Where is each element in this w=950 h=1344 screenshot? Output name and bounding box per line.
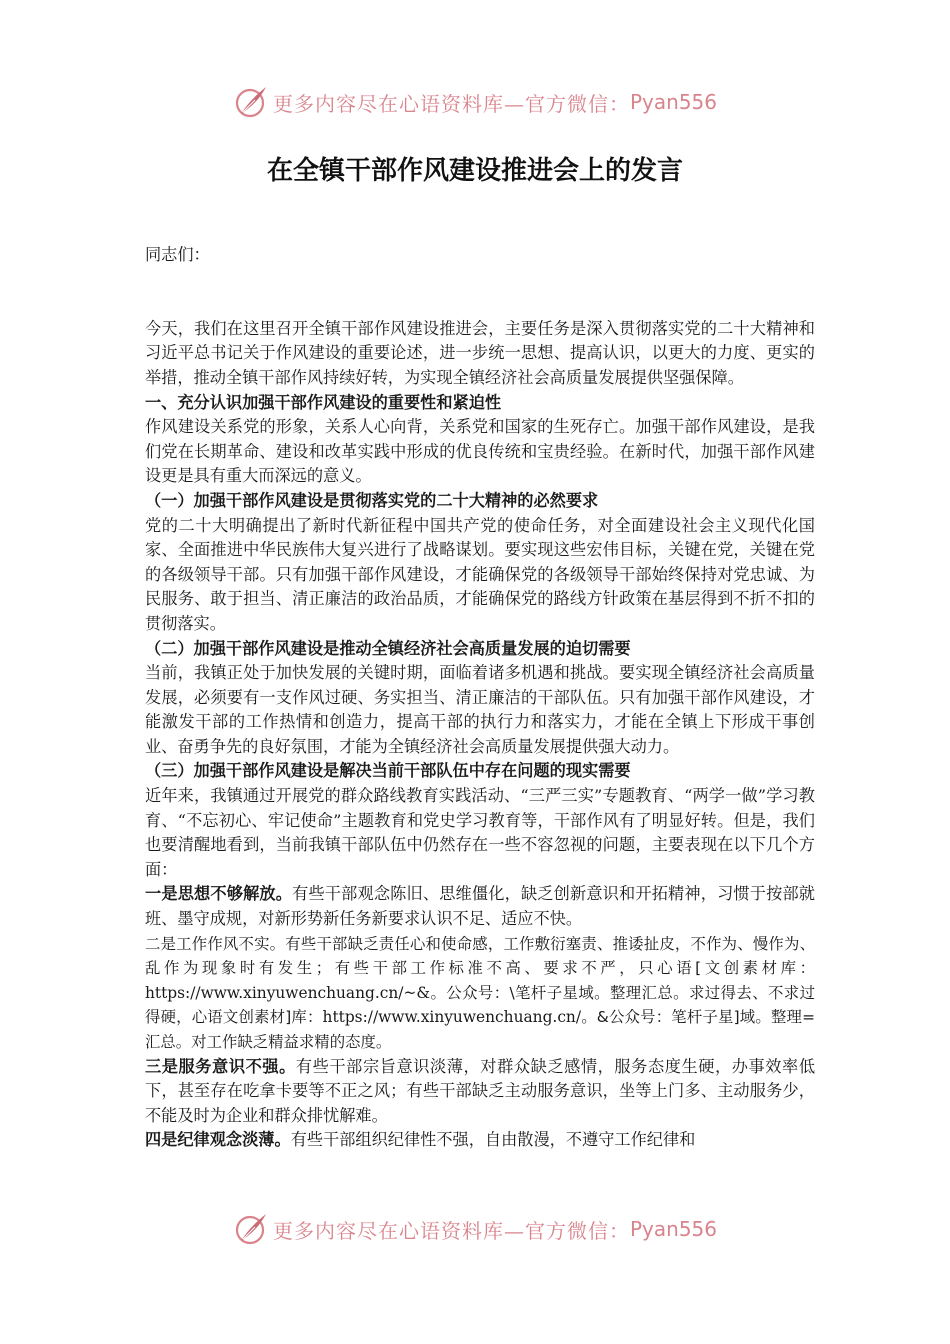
point-2-text-a: 二是工作作风不实。有些干部缺乏责任心和使命感，工作敷衍塞责、推诿扯皮，不作为、慢作为、乱作为现象时有发生；有些干部工作标准不高、要求不严，只心语[文创素材库：: [145, 934, 815, 978]
quill-logo-icon: [233, 1211, 269, 1247]
watermark-wechat-id: Pyan556: [629, 90, 717, 114]
point-1-lead: 一是思想不够解放。: [145, 884, 293, 904]
watermark-wechat-id: Pyan556: [629, 1217, 717, 1241]
point-2-text-b: 。公众号：\笔杆子星域。整理汇总。求过得去、不求过得硬，心语文创素材]库：: [145, 983, 815, 1027]
document-title: 在全镇干部作风建设推进会上的发言: [266, 156, 683, 186]
subsection-3-body: 近年来，我镇通过开展党的群众路线教育实践活动、“三严三实”专题教育、“两学一做”学习教育、“不忘初心、牢记使命”主题教育和党史学习教育等，干部作风有了明显好转。但是，我们也要清醒地看到，当前我镇干部队伍中仍然存在一些不容忽视的问题，主要表现在以下几个方面：: [145, 786, 815, 879]
intro-paragraph: 今天，我们在这里召开全镇干部作风建设推进会，主要任务是深入贯彻落实党的二十大精神和习近平总书记关于作风建设的重要论述，进一步统一思想、提高认识，以更大的力度、更实的举措，推动全镇干部作风持续好转，为实现全镇经济社会高质量发展提供坚强保障。: [145, 318, 815, 387]
point-2: [145, 932, 815, 1055]
point-3-lead: 三是服务意识不强。: [145, 1056, 296, 1076]
point-2-text-c: 。&公众号：笔杆子星]域。整理=汇总。对工作缺乏精益求精的态度。: [145, 1008, 815, 1051]
subsection-2-body: 当前，我镇正处于加快发展的关键时期，面临着诸多机遇和挑战。要实现全镇经济社会高质量发展，必须要有一支作风过硬、务实担当、清正廉洁的干部队伍。只有加强干部作风建设，才能激发干部的工作热情和创造力，提高干部的执行力和落实力，才能在全镇上下形成干事创业、奋勇争先的良好氛围，才能为全镇经济社会高质量发展提供强大动力。: [145, 663, 815, 756]
watermark-text: 更多内容尽在心语资料库—官方微信：: [272, 91, 630, 116]
point-4: [145, 1128, 815, 1153]
subsection-2-heading: （二）加强干部作风建设是推动全镇经济社会高质量发展的迫切需要: [145, 638, 631, 658]
point-2-url-1: https://www.xinyuwenchuang.cn/~&: [145, 983, 431, 1002]
watermark-banner-top: [0, 82, 950, 122]
watermark-text: 更多内容尽在心语资料库—官方微信：: [272, 1218, 630, 1243]
point-1-body: 有些干部观念陈旧、思维僵化，缺乏创新意识和开拓精神，习惯于按部就班、墨守成规，对新形势新任务新要求认识不足、适应不快。: [145, 884, 815, 929]
subsection-1-body: 党的二十大明确提出了新时代新征程中国共产党的使命任务，对全面建设社会主义现代化国家、全面推进中华民族伟大复兴进行了战略谋划。要实现这些宏伟目标，关键在党，关键在党的各级领导干部。只有加强干部作风建设，才能确保党的各级领导干部始终保持对党忠诚、为民服务、敢于担当、清正廉洁的政治品质，才能确保党的路线方针政策在基层得到不折不扣的贯彻落实。: [145, 515, 815, 633]
watermark-banner-bottom: [0, 1209, 950, 1249]
subsection-3-heading: （三）加强干部作风建设是解决当前干部队伍中存在问题的现实需要: [145, 761, 631, 781]
point-4-lead: 四是纪律观念淡薄。: [145, 1130, 291, 1150]
point-2-url-2: https://www.xinyuwenchuang.cn/: [322, 1008, 582, 1027]
section-1-body: 作风建设关系党的形象，关系人心向背，关系党和国家的生死存亡。加强干部作风建设，是我们党在长期革命、建设和改革实践中形成的优良传统和宝贵经验。在新时代，加强干部作风建设更是具有重大而深远的意义。: [145, 417, 815, 486]
subsection-1-heading: （一）加强干部作风建设是贯彻落实党的二十大精神的必然要求: [145, 490, 599, 510]
section-1-heading: 一、充分认识加强干部作风建设的重要性和紧迫性: [145, 392, 502, 412]
point-3-body: 有些干部宗旨意识淡薄，对群众缺乏感情，服务态度生硬，办事效率低下，甚至存在吃拿卡要等不正之风；有些干部缺乏主动服务意识，坐等上门多、主动服务少，不能及时为企业和群众排忧解难。: [145, 1056, 816, 1125]
point-1: [145, 882, 815, 931]
point-4-body: 有些干部组织纪律性不强，自由散漫，不遵守工作纪律和: [290, 1130, 696, 1150]
document-body: [145, 243, 815, 1153]
salutation: 同志们：: [145, 245, 210, 264]
quill-logo-icon: [233, 84, 269, 120]
point-3: [145, 1055, 815, 1129]
